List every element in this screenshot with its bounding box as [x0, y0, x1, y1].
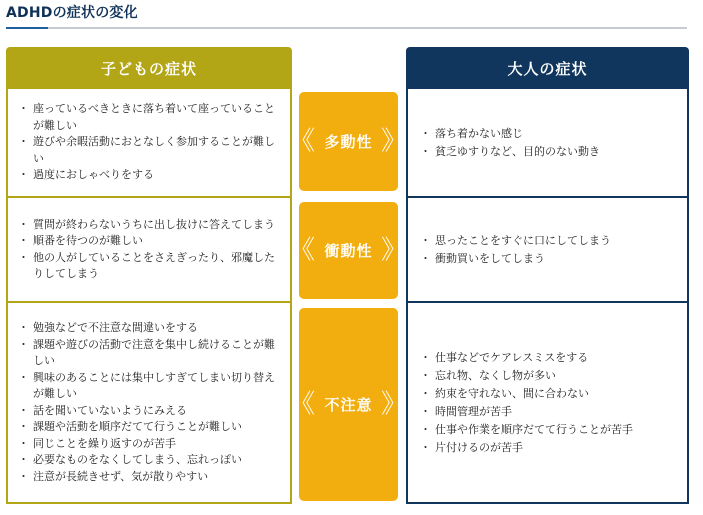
title-underline: [6, 27, 687, 29]
title-underline-accent: [6, 27, 48, 29]
adult-symptom-item: ・ 仕事などでケアレスミスをする: [422, 349, 679, 367]
adult-symptom-item: ・ 思ったことをすぐに口にしてしまう: [422, 232, 679, 250]
chevron-right-icon: 》: [380, 234, 408, 265]
child-symptom-item: ・ 過度におしゃべりをする: [20, 167, 282, 184]
child-symptom-item: ・ 課題や活動を順序だてて行うことが難しい: [20, 419, 282, 436]
child-symptoms-header: 子どもの症状: [6, 47, 292, 89]
child-symptom-item: ・ 必要なものをなくしてしまう、忘れっぽい: [20, 452, 282, 469]
adult-symptoms-header: 大人の症状: [406, 47, 689, 89]
adult-symptom-item: ・ 仕事や作業を順序だてて行うことが苦手: [422, 421, 679, 439]
child-symptom-item: ・ 注意が長続きせず、気が散りやすい: [20, 469, 282, 486]
category-label: 不注意: [324, 396, 373, 414]
adult-symptom-item: ・ 貧乏ゆすりなど、目的のない動き: [422, 143, 679, 161]
adult-symptom-item: ・ 衝動買いをしてしまう: [422, 250, 679, 268]
child-section-inattention: [8, 303, 290, 502]
adult-list-hyperactivity: [422, 125, 679, 161]
page-title: ADHDの症状の変化: [6, 5, 138, 21]
chevron-right-icon: 》: [380, 388, 408, 419]
child-symptom-item: ・ 座っているべきときに落ち着いて座っていることが難しい: [20, 101, 282, 134]
child-symptom-item: ・ 遊びや余暇活動におとなしく参加することが難しい: [20, 134, 282, 167]
child-symptom-item: ・ 質問が終わらないうちに出し抜けに答えてしまう: [20, 217, 282, 234]
child-list-impulsivity: [20, 217, 282, 283]
chevron-left-icon: 《: [289, 125, 317, 156]
child-list-hyperactivity: [20, 101, 282, 184]
adult-symptoms-panel: [406, 89, 689, 504]
child-symptom-item: ・ 課題や遊びの活動で注意を集中し続けることが難しい: [20, 337, 282, 370]
adult-symptom-item: ・ 落ち着かない感じ: [422, 125, 679, 143]
category-label: 衝動性: [324, 242, 373, 260]
category-inattention: [289, 308, 408, 501]
adult-list-impulsivity: [422, 232, 679, 268]
adult-symptom-item: ・ 約束を守れない、間に合わない: [422, 385, 679, 403]
category-label: 多動性: [324, 133, 373, 151]
child-symptom-item: ・ 話を聞いていないようにみえる: [20, 403, 282, 420]
adult-section-hyperactivity: [408, 89, 687, 196]
child-section-impulsivity: [8, 198, 290, 301]
adult-symptom-item: ・ 片付けるのが苦手: [422, 439, 679, 457]
child-symptom-item: ・ 同じことを繰り返すのが苦手: [20, 436, 282, 453]
child-symptom-item: ・ 興味のあることには集中しすぎてしまい切り替えが難しい: [20, 370, 282, 403]
adult-symptom-item: ・ 時間管理が苦手: [422, 403, 679, 421]
child-symptom-item: ・ 順番を待つのが難しい: [20, 233, 282, 250]
adult-section-inattention: [408, 303, 687, 502]
category-impulsivity: [289, 202, 408, 299]
adult-symptom-item: ・ 忘れ物、なくし物が多い: [422, 367, 679, 385]
chevron-left-icon: 《: [289, 234, 317, 265]
child-symptom-item: ・ 勉強などで不注意な間違いをする: [20, 320, 282, 337]
adult-section-impulsivity: [408, 198, 687, 301]
child-section-hyperactivity: [8, 89, 290, 196]
child-symptom-item: ・ 他の人がしていることをさえぎったり、邪魔したりしてしまう: [20, 250, 282, 283]
child-symptoms-panel: [6, 89, 292, 504]
category-hyperactivity: [289, 92, 408, 191]
chevron-left-icon: 《: [289, 388, 317, 419]
chevron-right-icon: 》: [380, 125, 408, 156]
adult-list-inattention: [422, 349, 679, 457]
child-list-inattention: [20, 320, 282, 485]
